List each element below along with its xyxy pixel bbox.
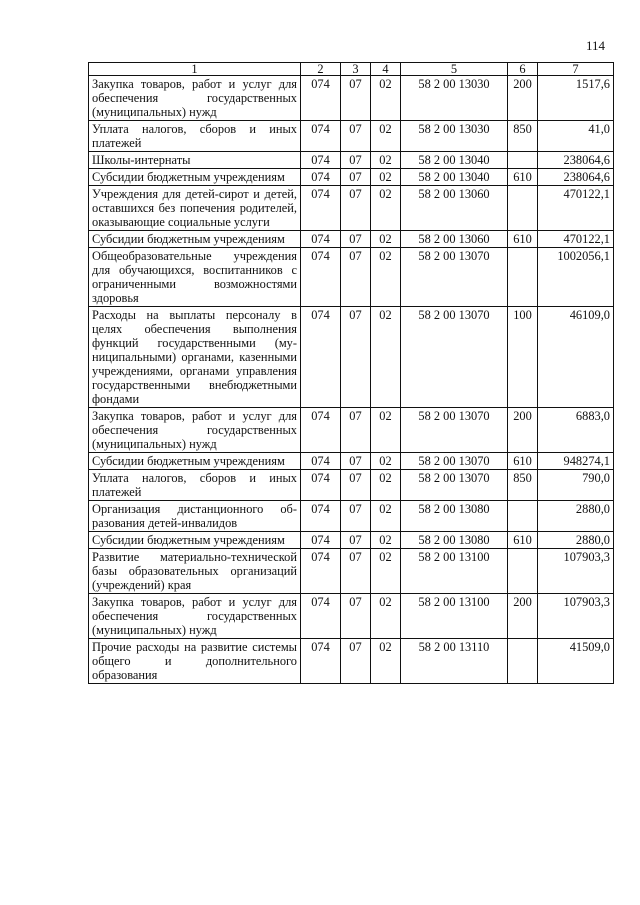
subsection-cell: 02 xyxy=(371,453,401,470)
section-cell: 07 xyxy=(341,549,371,594)
amount-cell: 107903,3 xyxy=(538,594,614,639)
amount-cell: 6883,0 xyxy=(538,408,614,453)
section-cell: 07 xyxy=(341,76,371,121)
target-article-cell: 58 2 00 13100 xyxy=(401,594,508,639)
section-cell: 07 xyxy=(341,186,371,231)
amount-cell: 46109,0 xyxy=(538,307,614,408)
table-row xyxy=(89,470,614,501)
section-cell: 07 xyxy=(341,532,371,549)
admin-code-cell: 074 xyxy=(301,470,341,501)
amount-cell: 1002056,1 xyxy=(538,248,614,307)
admin-code-cell: 074 xyxy=(301,532,341,549)
target-article-cell: 58 2 00 13060 xyxy=(401,231,508,248)
subsection-cell: 02 xyxy=(371,307,401,408)
table-row xyxy=(89,152,614,169)
table-row xyxy=(89,307,614,408)
subsection-cell: 02 xyxy=(371,470,401,501)
amount-cell: 238064,6 xyxy=(538,169,614,186)
admin-code-cell: 074 xyxy=(301,594,341,639)
expense-type-cell: 610 xyxy=(508,231,538,248)
table-row xyxy=(89,532,614,549)
budget-table xyxy=(88,62,614,684)
amount-cell: 1517,6 xyxy=(538,76,614,121)
row-name-cell: Школы-интернаты xyxy=(89,152,301,169)
subsection-cell: 02 xyxy=(371,169,401,186)
row-name-cell: Закупка товаров, работ и услуг для обеспечения государственных (муниципальных) нужд xyxy=(89,594,301,639)
subsection-cell: 02 xyxy=(371,76,401,121)
admin-code-cell: 074 xyxy=(301,307,341,408)
table-row xyxy=(89,231,614,248)
header-col-7: 7 xyxy=(538,63,614,76)
expense-type-cell: 610 xyxy=(508,169,538,186)
table-row xyxy=(89,408,614,453)
admin-code-cell: 074 xyxy=(301,231,341,248)
row-name-cell: Расходы на выплаты персоналу в целях обеспечения выполнения функций государственными (муниципальными) органами, казенными учреждениями, органами управления государственными внебюджетными фондами xyxy=(89,307,301,408)
page-number: 114 xyxy=(586,38,606,53)
section-cell: 07 xyxy=(341,501,371,532)
amount-cell: 2880,0 xyxy=(538,501,614,532)
admin-code-cell: 074 xyxy=(301,248,341,307)
section-cell: 07 xyxy=(341,307,371,408)
subsection-cell: 02 xyxy=(371,152,401,169)
amount-cell: 790,0 xyxy=(538,470,614,501)
row-name-cell: Субсидии бюджетным учреждениям xyxy=(89,169,301,186)
target-article-cell: 58 2 00 13040 xyxy=(401,169,508,186)
subsection-cell: 02 xyxy=(371,594,401,639)
amount-cell: 470122,1 xyxy=(538,231,614,248)
admin-code-cell: 074 xyxy=(301,169,341,186)
section-cell: 07 xyxy=(341,453,371,470)
admin-code-cell: 074 xyxy=(301,549,341,594)
subsection-cell: 02 xyxy=(371,639,401,684)
subsection-cell: 02 xyxy=(371,549,401,594)
admin-code-cell: 074 xyxy=(301,639,341,684)
table-body xyxy=(89,76,614,684)
table-row xyxy=(89,549,614,594)
row-name-cell: Закупка товаров, работ и услуг для обеспечения государственных (муниципальных) нужд xyxy=(89,408,301,453)
expense-type-cell: 200 xyxy=(508,594,538,639)
target-article-cell: 58 2 00 13070 xyxy=(401,307,508,408)
target-article-cell: 58 2 00 13080 xyxy=(401,532,508,549)
target-article-cell: 58 2 00 13030 xyxy=(401,121,508,152)
amount-cell: 107903,3 xyxy=(538,549,614,594)
target-article-cell: 58 2 00 13070 xyxy=(401,408,508,453)
admin-code-cell: 074 xyxy=(301,501,341,532)
target-article-cell: 58 2 00 13070 xyxy=(401,470,508,501)
table-row xyxy=(89,121,614,152)
table-row xyxy=(89,76,614,121)
expense-type-cell: 200 xyxy=(508,76,538,121)
target-article-cell: 58 2 00 13060 xyxy=(401,186,508,231)
row-name-cell: Субсидии бюджетным учреждениям xyxy=(89,231,301,248)
row-name-cell: Организация дистанционного образования детей-инвалидов xyxy=(89,501,301,532)
table-row xyxy=(89,453,614,470)
expense-type-cell xyxy=(508,186,538,231)
admin-code-cell: 074 xyxy=(301,186,341,231)
header-col-3: 3 xyxy=(341,63,371,76)
amount-cell: 948274,1 xyxy=(538,453,614,470)
subsection-cell: 02 xyxy=(371,532,401,549)
target-article-cell: 58 2 00 13070 xyxy=(401,453,508,470)
admin-code-cell: 074 xyxy=(301,453,341,470)
amount-cell: 41,0 xyxy=(538,121,614,152)
section-cell: 07 xyxy=(341,470,371,501)
subsection-cell: 02 xyxy=(371,501,401,532)
section-cell: 07 xyxy=(341,231,371,248)
table-header-row xyxy=(89,63,614,76)
amount-cell: 41509,0 xyxy=(538,639,614,684)
row-name-cell: Уплата налогов, сборов и иных платежей xyxy=(89,121,301,152)
target-article-cell: 58 2 00 13040 xyxy=(401,152,508,169)
target-article-cell: 58 2 00 13100 xyxy=(401,549,508,594)
header-col-2: 2 xyxy=(301,63,341,76)
target-article-cell: 58 2 00 13030 xyxy=(401,76,508,121)
expense-type-cell: 610 xyxy=(508,453,538,470)
expense-type-cell: 100 xyxy=(508,307,538,408)
amount-cell: 238064,6 xyxy=(538,152,614,169)
amount-cell: 2880,0 xyxy=(538,532,614,549)
amount-cell: 470122,1 xyxy=(538,186,614,231)
section-cell: 07 xyxy=(341,169,371,186)
subsection-cell: 02 xyxy=(371,408,401,453)
row-name-cell: Прочие расходы на развитие системы общего и дополнительного образования xyxy=(89,639,301,684)
admin-code-cell: 074 xyxy=(301,76,341,121)
subsection-cell: 02 xyxy=(371,248,401,307)
section-cell: 07 xyxy=(341,594,371,639)
expense-type-cell xyxy=(508,152,538,169)
section-cell: 07 xyxy=(341,408,371,453)
expense-type-cell: 850 xyxy=(508,470,538,501)
expense-type-cell: 610 xyxy=(508,532,538,549)
section-cell: 07 xyxy=(341,248,371,307)
expense-type-cell xyxy=(508,639,538,684)
table-row xyxy=(89,501,614,532)
row-name-cell: Закупка товаров, работ и услуг для обеспечения государственных (муниципальных) нужд xyxy=(89,76,301,121)
section-cell: 07 xyxy=(341,152,371,169)
header-col-6: 6 xyxy=(508,63,538,76)
section-cell: 07 xyxy=(341,121,371,152)
row-name-cell: Учреждения для детей-сирот и детей, оставшихся без попечения родителей, оказывающие социальные услуги xyxy=(89,186,301,231)
subsection-cell: 02 xyxy=(371,186,401,231)
admin-code-cell: 074 xyxy=(301,121,341,152)
table-row xyxy=(89,639,614,684)
section-cell: 07 xyxy=(341,639,371,684)
table-row xyxy=(89,248,614,307)
target-article-cell: 58 2 00 13080 xyxy=(401,501,508,532)
row-name-cell: Субсидии бюджетным учреждениям xyxy=(89,532,301,549)
subsection-cell: 02 xyxy=(371,121,401,152)
row-name-cell: Субсидии бюджетным учреждениям xyxy=(89,453,301,470)
admin-code-cell: 074 xyxy=(301,152,341,169)
row-name-cell: Общеобразовательные учреждения для обучающихся, воспитанников с ограниченными возможностями здоровья xyxy=(89,248,301,307)
header-col-1: 1 xyxy=(89,63,301,76)
row-name-cell: Развитие материально-технической базы образовательных организаций (учреждений) края xyxy=(89,549,301,594)
subsection-cell: 02 xyxy=(371,231,401,248)
expense-type-cell xyxy=(508,501,538,532)
expense-type-cell xyxy=(508,248,538,307)
table-row xyxy=(89,594,614,639)
expense-type-cell xyxy=(508,549,538,594)
target-article-cell: 58 2 00 13110 xyxy=(401,639,508,684)
table-row xyxy=(89,169,614,186)
target-article-cell: 58 2 00 13070 xyxy=(401,248,508,307)
table-row xyxy=(89,186,614,231)
header-col-5: 5 xyxy=(401,63,508,76)
row-name-cell: Уплата налогов, сборов и иных платежей xyxy=(89,470,301,501)
admin-code-cell: 074 xyxy=(301,408,341,453)
expense-type-cell: 850 xyxy=(508,121,538,152)
expense-type-cell: 200 xyxy=(508,408,538,453)
header-col-4: 4 xyxy=(371,63,401,76)
